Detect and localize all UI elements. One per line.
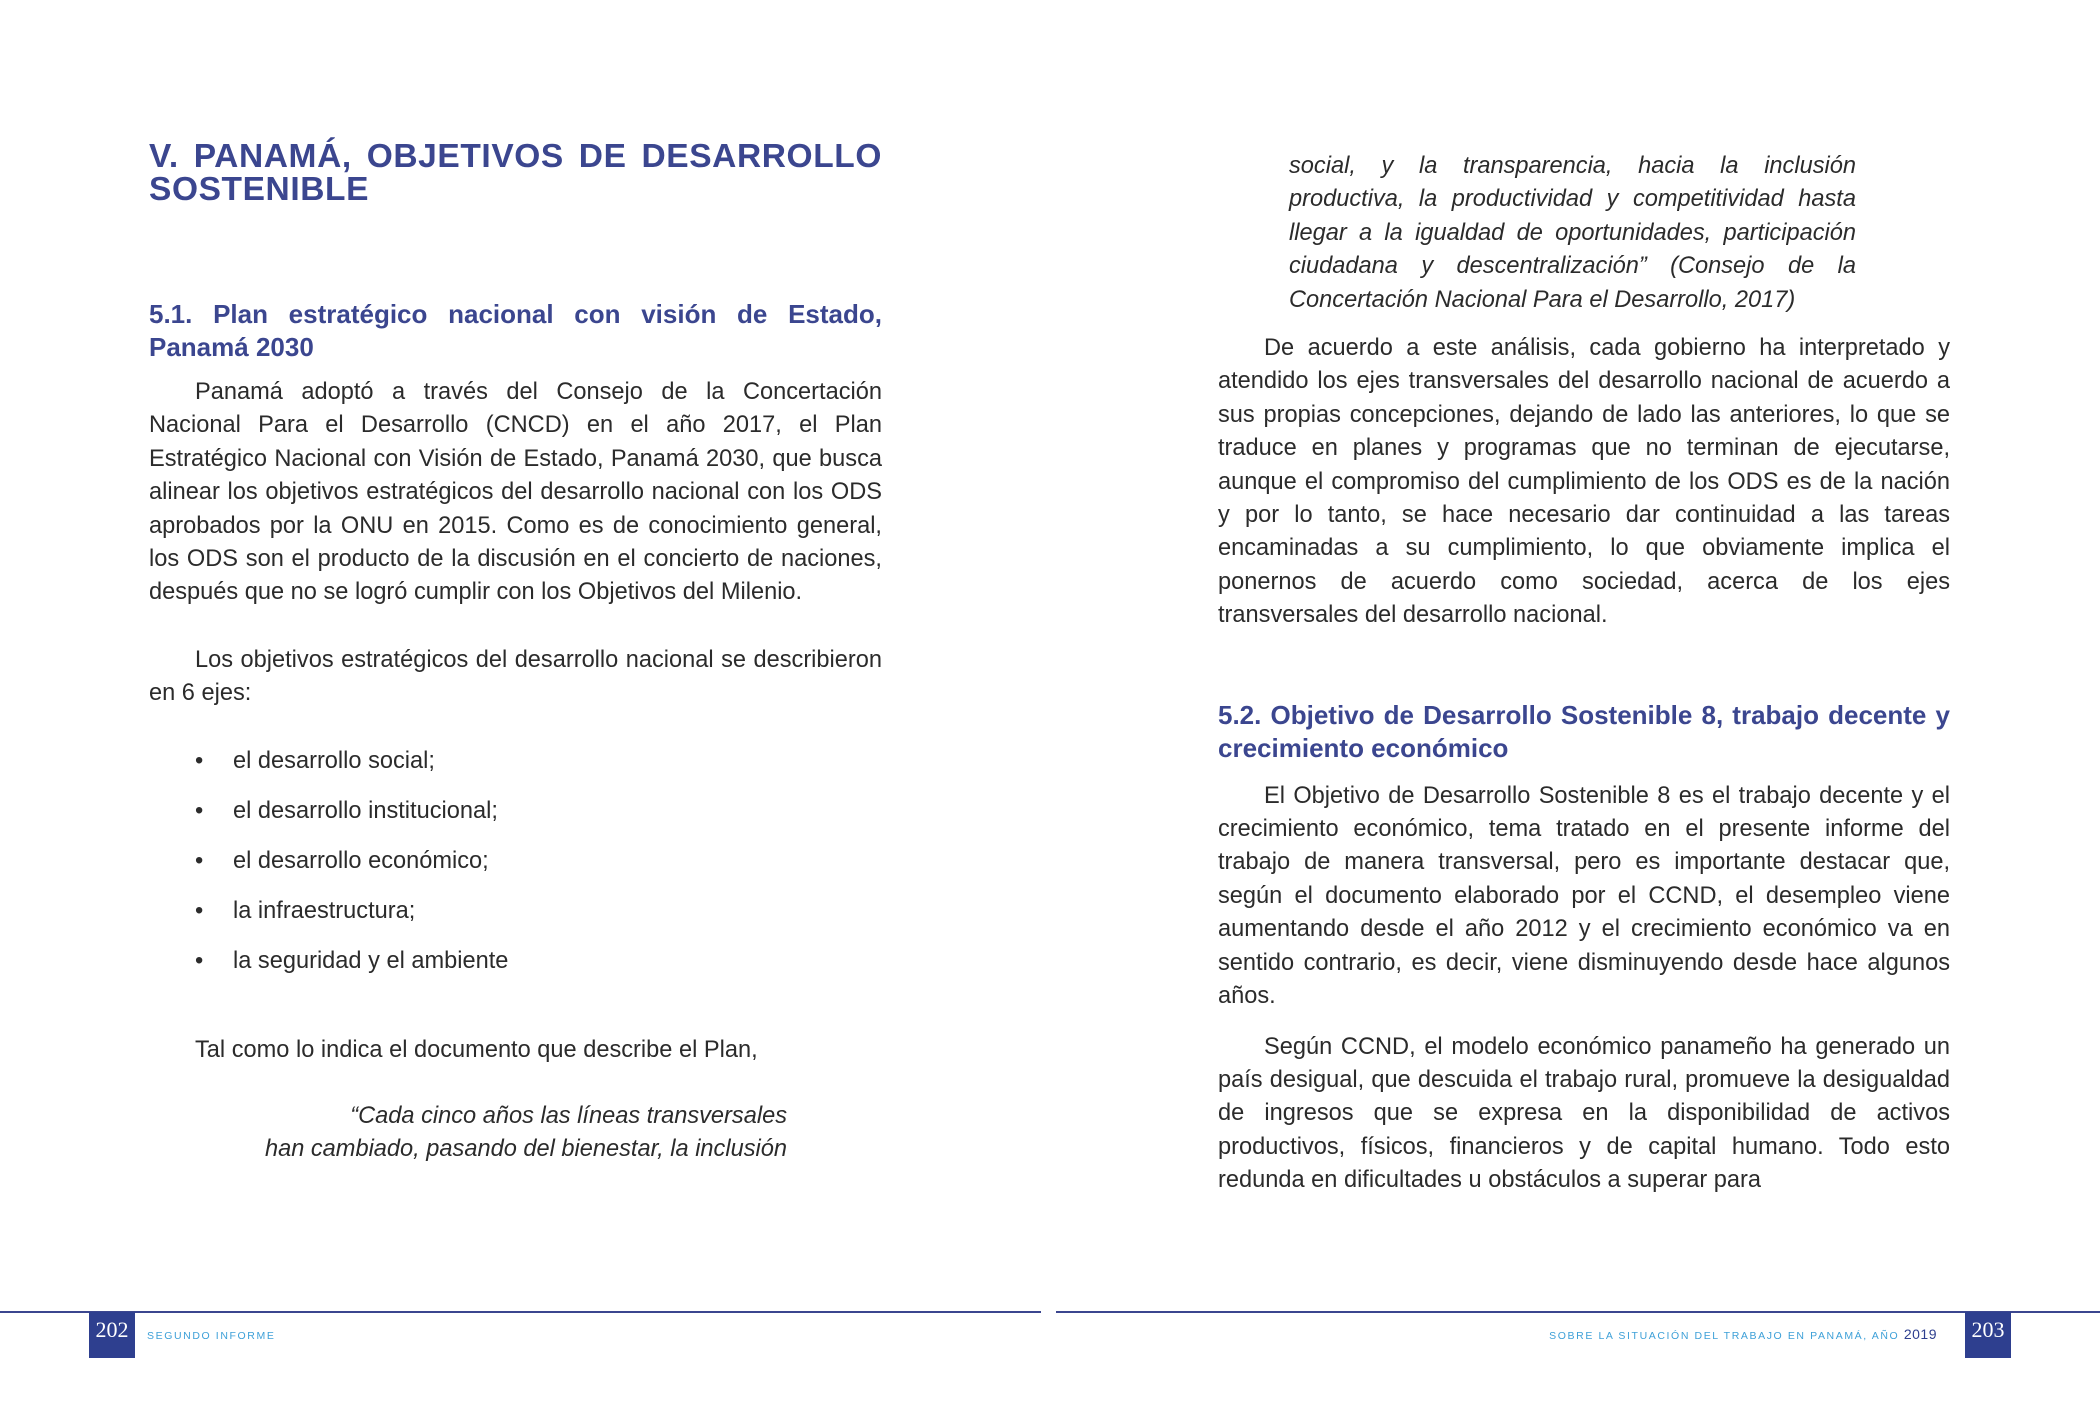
quote-line: han cambiado, pasando del bienestar, la inclusión [264,1136,787,1163]
quote-line: “Cada cinco años las líneas transversales [350,1103,787,1130]
paragraph: Los objetivos estratégicos del desarrollo nacional se describieron en 6 ejes: [149,646,882,707]
footer-rule-right [1056,1311,2100,1313]
list-item: • el desarrollo institucional; [149,795,882,828]
right-page-body [1218,332,1950,1198]
quote-text: social, y la transparencia, hacia la inclusión productiva, la productividad y competitividad hasta llegar a la igualdad de oportunidades, participación ciudadana y descentralización” (Consejo de la Concertación Nacional Para el Desarrollo, 2017) [1289,153,1856,313]
list-item: • la seguridad y el ambiente [149,945,882,978]
page-number-left: 202 [89,1312,135,1358]
paragraph: De acuerdo a este análisis, cada gobierno ha interpretado y atendido los ejes transversales del desarrollo nacional de acuerdo a sus propias concepciones, dejando de lado las anteriores, lo que se traduce en planes y programas que no terminan de ejecutarse, aunque el compromiso del cumplimiento de los ODS es de la nación y por lo tanto, se hace necesario dar continuidad a las tareas encaminadas a su cumplimiento, lo que obviamente implica el ponernos de acuerdo como sociedad, acerca de los ejes transversales del desarrollo nacional. [1218,335,1950,629]
paragraph: El Objetivo de Desarrollo Sostenible 8 es el trabajo decente y el crecimiento económico, tema tratado en el presente informe del trabajo de manera transversal, pero es importante destacar que, según el documento elaborado por el CCND, el desempleo viene aumentando desde el año 2012 y el crecimiento económico va en sentido contrario, es decir, viene disminuyendo desde hace algunos años. [1218,782,1950,1010]
bullet-icon: • [195,797,204,824]
bullet-icon: • [195,897,204,924]
page-number-right: 203 [1965,1312,2011,1358]
footer-year: 2019 [1903,1326,1937,1342]
paragraph: Según CCND, el modelo económico panameño ha generado un país desigual, que descuida el trabajo rural, promueve la desigualdad de ingresos que se expresa en la disponibilidad de activos productivos, físicos, financieros y de capital humano. Todo esto redunda en dificultades u obstáculos a superar para [1218,1033,1950,1194]
left-page-body [149,140,882,1167]
paragraph: Panamá adoptó a través del Consejo de la Concertación Nacional Para el Desarrollo (CNCD) en el año 2017, el Plan Estratégico Nacional con Visión de Estado, Panamá 2030, que busca alinear los objetivos estratégicos del desarrollo nacional con los ODS aprobados por la ONU en 2015. Como es de conocimiento general, los ODS son el producto de la discusión en el concierto de naciones, después que no se logró cumplir con los Objetivos del Milenio. [149,379,882,606]
list-item: • el desarrollo económico; [149,845,882,878]
footer-right-text: SOBRE LA SITUACIÓN DEL TRABAJO EN PANAMÁ, AÑO 2019 [1549,1326,1937,1342]
section-title-5-2: 5.2. Objetivo de Desarrollo Sostenible 8, trabajo decente y crecimiento económico [1218,699,1950,763]
footer-rule-left [0,1311,1041,1313]
axes-list [149,745,882,978]
bullet-icon: • [195,947,204,974]
footer-left-text: SEGUNDO INFORME [147,1330,276,1342]
block-quote [149,1100,787,1167]
paragraph: Tal como lo indica el documento que describe el Plan, [195,1036,758,1063]
list-item: • la infraestructura; [149,895,882,928]
chapter-title: V. PANAMÁ, OBJETIVOS DE DESARROLLO SOSTENIBLE [149,138,882,208]
list-item: • el desarrollo social; [149,745,882,778]
section-title-5-1: 5.1. Plan estratégico nacional con visión de Estado, Panamá 2030 [149,299,882,362]
bullet-icon: • [195,747,204,774]
block-quote-continued [1289,150,1856,317]
bullet-icon: • [195,847,204,874]
